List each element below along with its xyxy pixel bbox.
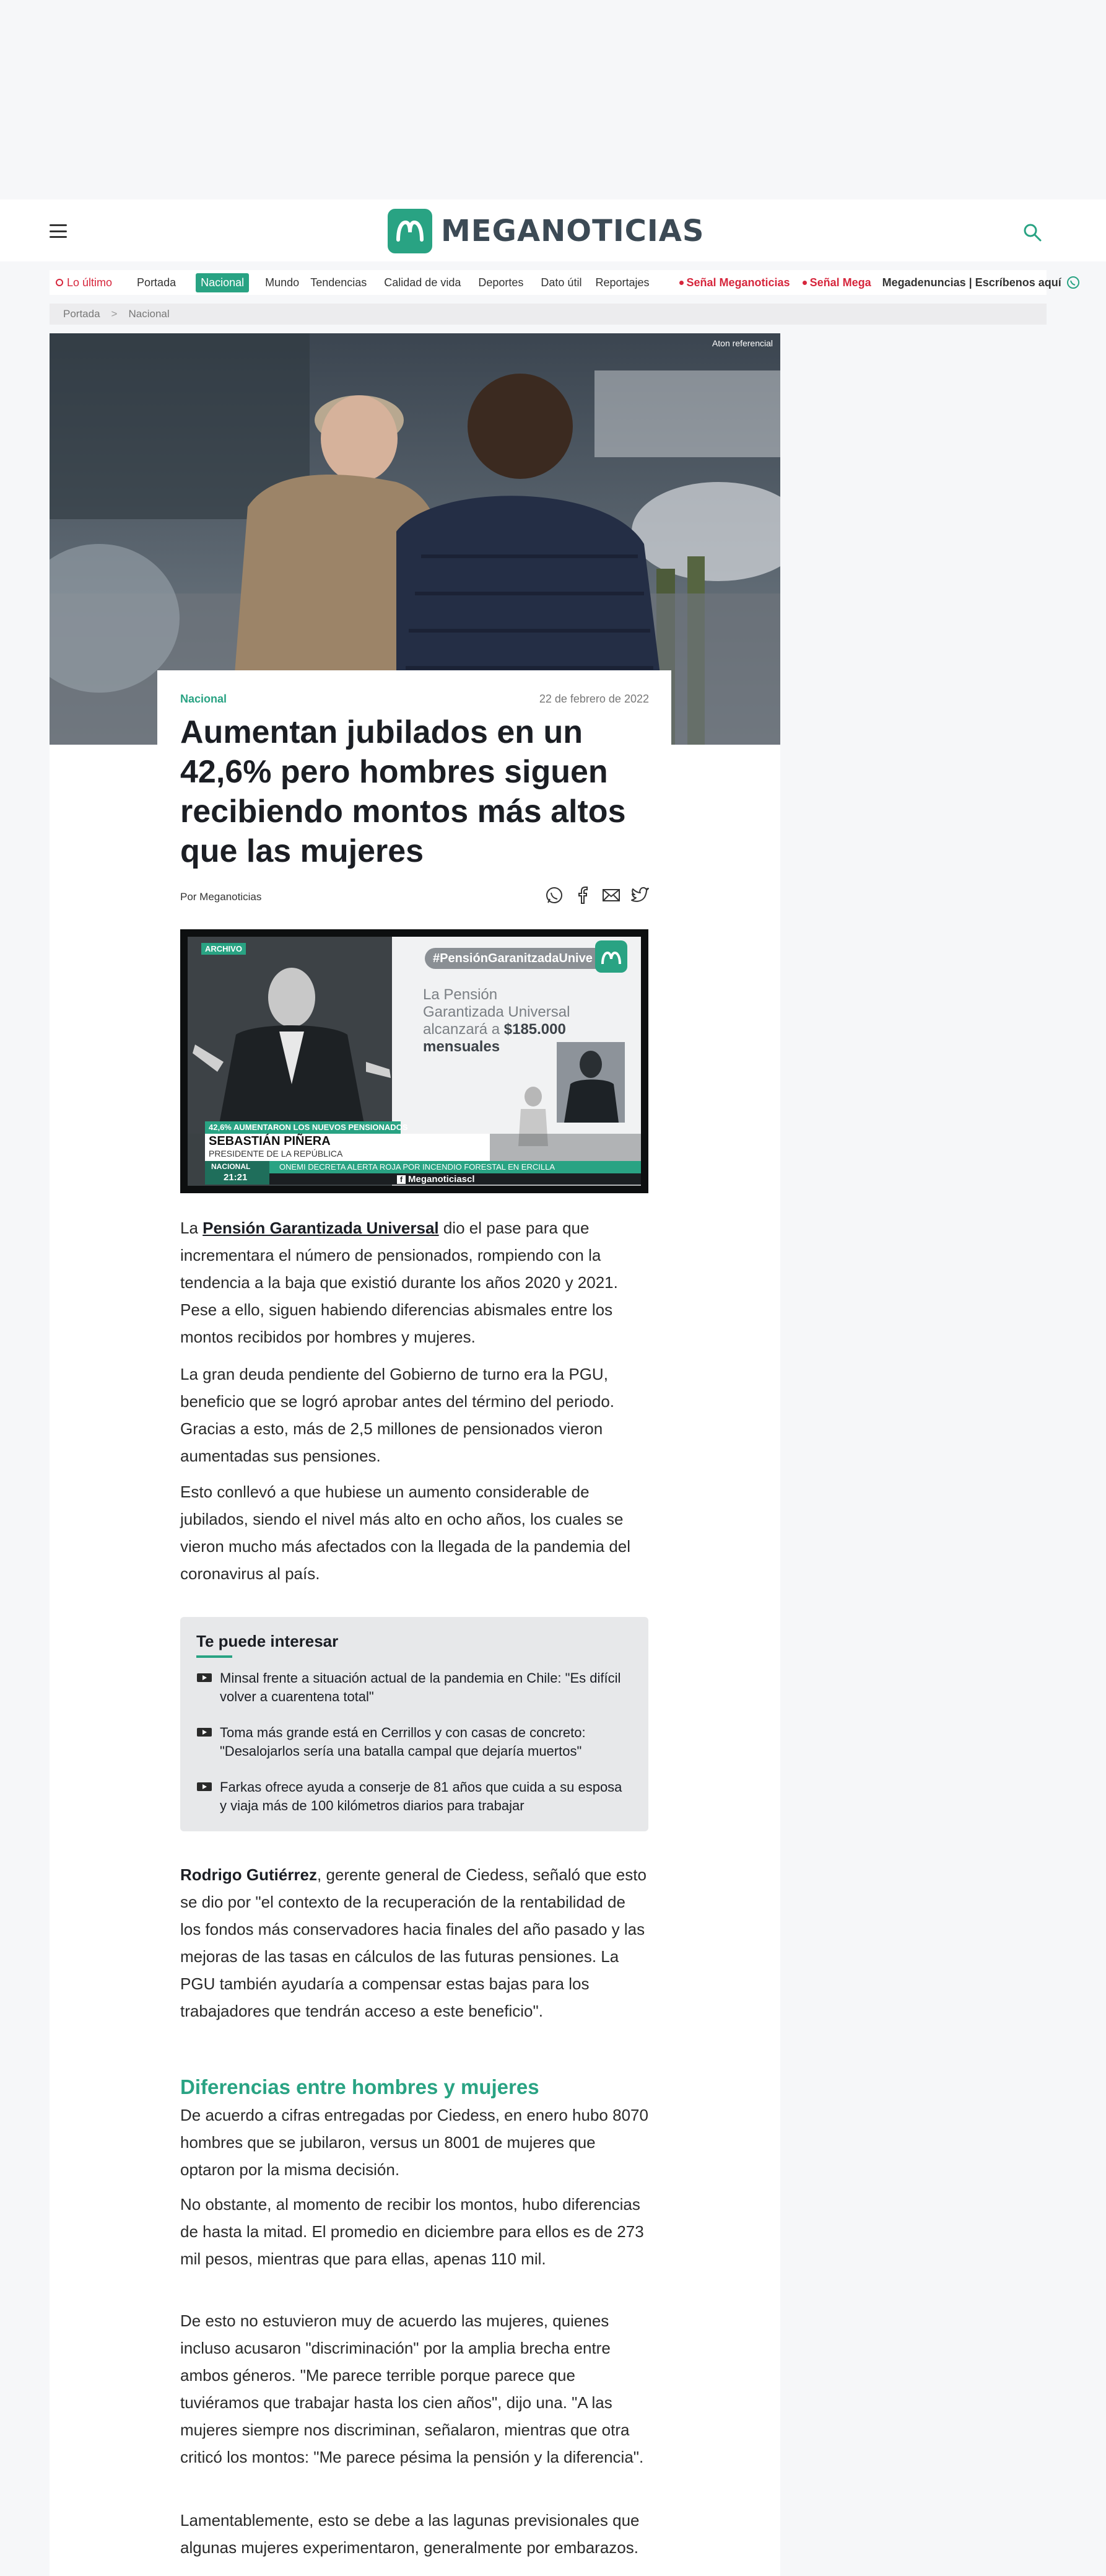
related-item[interactable] bbox=[196, 1778, 630, 1815]
whatsapp-share-icon[interactable] bbox=[544, 885, 565, 906]
whatsapp-icon bbox=[1066, 276, 1080, 289]
video-play-icon bbox=[196, 1781, 212, 1793]
nav-item-reportajes[interactable]: Reportajes bbox=[595, 276, 650, 289]
site-header bbox=[0, 199, 1106, 261]
email-share-icon[interactable] bbox=[601, 885, 622, 906]
related-title: Te puede interesar bbox=[196, 1632, 339, 1650]
paragraph-7: De esto no estuvieron muy de acuerdo las mujeres, quienes incluso acusaron "discriminación" por la amplia brecha entre ambos géneros. "Me parece terrible porque parece que tuviéramos que trabajar hasta los cien años", dijo una. "A las mujeres siempre nos discriminan, señalaron, mientras que otra criticó los montos: "Me parece pésima la pensión y la diferencia". bbox=[180, 2311, 644, 2466]
megadenuncias-label: Megadenuncias | Escríbenos aquí bbox=[882, 276, 1061, 289]
nav-item-deportes[interactable]: Deportes bbox=[478, 276, 524, 289]
facebook-icon: f bbox=[397, 1175, 406, 1184]
nav-latest[interactable] bbox=[56, 276, 112, 289]
article-date: 22 de febrero de 2022 bbox=[539, 693, 649, 705]
paragraph-3: Esto conllevó a que hubiese un aumento considerable de jubilados, siendo el nivel más alto en ocho años, los cuales se vieron mucho más afectados con la llegada de la pandemia del coronavirus al país. bbox=[180, 1483, 631, 1583]
live-signal-mega[interactable]: Señal Mega bbox=[803, 276, 871, 289]
related-item-title: Toma más grande está en Cerrillos y con casas de concreto: "Desalojarlos sería una batalla campal que dejaría muertos" bbox=[220, 1725, 586, 1759]
paragraph-4-rest: , gerente general de Ciedess, señaló que esto se dio por "el contexto de la recuperación de la rentabilidad de los fondos más conservadores hacia finales del año pasado y las mejoras de las tasas en cálculos de las futuras pensiones. La PGU también ayudaría a compensar estas bajas para los trabajadores que tendrán acceso a este beneficio". bbox=[180, 1865, 647, 2020]
section-subhead: Diferencias entre hombres y mujeres bbox=[180, 2075, 539, 2098]
video-ticker-time: 21:21 bbox=[224, 1172, 248, 1183]
video-play-icon bbox=[196, 1726, 212, 1738]
paragraph-5: De acuerdo a cifras entregadas por Ciedess, en enero hubo 8070 hombres que se jubilaron, versus un 8001 de mujeres que optaron por la misma decisión. bbox=[180, 2106, 648, 2179]
paragraph-4 bbox=[180, 1861, 648, 2025]
related-title-underline bbox=[196, 1655, 232, 1658]
facebook-share-icon[interactable] bbox=[572, 885, 593, 906]
paragraph-4-name: Rodrigo Gutiérrez bbox=[180, 1865, 318, 1884]
megadenuncias-link[interactable] bbox=[882, 276, 1080, 289]
video-play-icon bbox=[196, 1671, 212, 1684]
video-lower-name: SEBASTIÁN PIÑERA bbox=[209, 1134, 331, 1148]
video-ticker-social-label: Meganoticiascl bbox=[408, 1174, 475, 1185]
paragraph-1-pre: La bbox=[180, 1219, 203, 1237]
video-player[interactable] bbox=[180, 929, 648, 1193]
video-ticker-social bbox=[397, 1174, 475, 1185]
related-box bbox=[180, 1617, 648, 1831]
breadcrumb-home[interactable]: Portada bbox=[63, 308, 100, 320]
video-lower-role: PRESIDENTE DE LA REPÚBLICA bbox=[209, 1149, 343, 1159]
nav-item-portada[interactable]: Portada bbox=[137, 276, 176, 289]
video-promo-amount: $185.000 bbox=[503, 1021, 566, 1038]
video-promo-line-2: Garantizada Universal bbox=[423, 1004, 570, 1020]
video-lower-tag: 42,6% AUMENTARON LOS NUEVOS PENSIONADOS bbox=[209, 1123, 408, 1132]
main-nav bbox=[50, 270, 1061, 295]
related-item[interactable] bbox=[196, 1669, 630, 1706]
video-promo-text bbox=[423, 986, 570, 1056]
breadcrumb-separator: > bbox=[111, 308, 118, 320]
video-ticker-text: ONEMI DECRETA ALERTA ROJA POR INCENDIO FORESTAL EN ERCILLA bbox=[279, 1162, 555, 1172]
paragraph-2: La gran deuda pendiente del Gobierno de turno era la PGU, beneficio que se logró aprobar antes del término del periodo. Gracias a esto, más de 2,5 millones de pensionados vieron aumentadas sus pensiones. bbox=[180, 1365, 615, 1465]
video-promo-line-3 bbox=[423, 1021, 566, 1038]
menu-icon[interactable] bbox=[50, 224, 67, 238]
clock-icon bbox=[56, 279, 63, 286]
nav-item-nacional[interactable]: Nacional bbox=[196, 273, 249, 292]
ad-space bbox=[0, 0, 1106, 199]
video-promo-line-3-pre: alcanzará a bbox=[423, 1021, 500, 1038]
related-item-title: Minsal frente a situación actual de la pandemia en Chile: "Es difícil volver a cuarentena total" bbox=[220, 1670, 621, 1704]
logo-text: MEGANOTICIAS bbox=[441, 214, 705, 248]
twitter-share-icon[interactable] bbox=[629, 885, 650, 906]
video-hashtag: #PensiónGaranitzadaUnive bbox=[433, 952, 593, 965]
site-logo[interactable] bbox=[388, 209, 704, 253]
pgu-link[interactable]: Pensión Garantizada Universal bbox=[202, 1219, 439, 1237]
paragraph-1-post: dio el pase para que incrementara el número de pensionados, rompiendo con la tendencia a la baja que existió durante los años 2020 y 2021. Pese a ello, siguen habiendo diferencias abismales entre los montos recibidos por hombres y mujeres. bbox=[180, 1219, 618, 1346]
search-icon[interactable] bbox=[1022, 222, 1043, 243]
breadcrumb-current[interactable]: Nacional bbox=[128, 308, 170, 320]
nav-item-tendencias[interactable]: Tendencias bbox=[310, 276, 367, 289]
paragraph-6: No obstante, al momento de recibir los montos, hubo diferencias de hasta la mitad. El promedio en diciembre para ellos es de 273 mil pesos, mientras que para ellas, apenas 110 mil. bbox=[180, 2195, 644, 2268]
article-byline: Por Meganoticias bbox=[180, 891, 262, 903]
video-promo-line-4: mensuales bbox=[423, 1038, 500, 1055]
video-promo-line-1: La Pensión bbox=[423, 986, 498, 1003]
related-item[interactable] bbox=[196, 1724, 630, 1761]
share-bar bbox=[544, 885, 650, 906]
nav-latest-label: Lo último bbox=[67, 276, 113, 289]
related-item-title: Farkas ofrece ayuda a conserje de 81 años que cuida a su esposa y viaja más de 100 kilómetros diarios para trabajar bbox=[220, 1779, 622, 1813]
video-ticker-section: NACIONAL bbox=[211, 1162, 251, 1171]
breadcrumb bbox=[50, 304, 1047, 325]
paragraph-1 bbox=[180, 1214, 648, 1351]
paragraph-8: Lamentablemente, esto se debe a las lagunas previsionales que algunas mujeres experimentaron, generalmente por embarazos. bbox=[180, 2511, 640, 2557]
nav-item-mundo[interactable]: Mundo bbox=[265, 276, 300, 289]
logo-badge-icon bbox=[388, 209, 432, 253]
video-archive-tag: ARCHIVO bbox=[201, 943, 246, 955]
article-title: Aumentan jubilados en un 42,6% pero hombres siguen recibiendo montos más altos que las mujeres bbox=[180, 714, 626, 869]
article-section-tag[interactable]: Nacional bbox=[180, 693, 227, 705]
nav-item-dato-util[interactable]: Dato útil bbox=[541, 276, 582, 289]
live-signal-meganoticias[interactable]: Señal Meganoticias bbox=[679, 276, 790, 289]
nav-item-calidad-de-vida[interactable]: Calidad de vida bbox=[384, 276, 461, 289]
hero-caption: Aton referencial bbox=[712, 338, 773, 348]
